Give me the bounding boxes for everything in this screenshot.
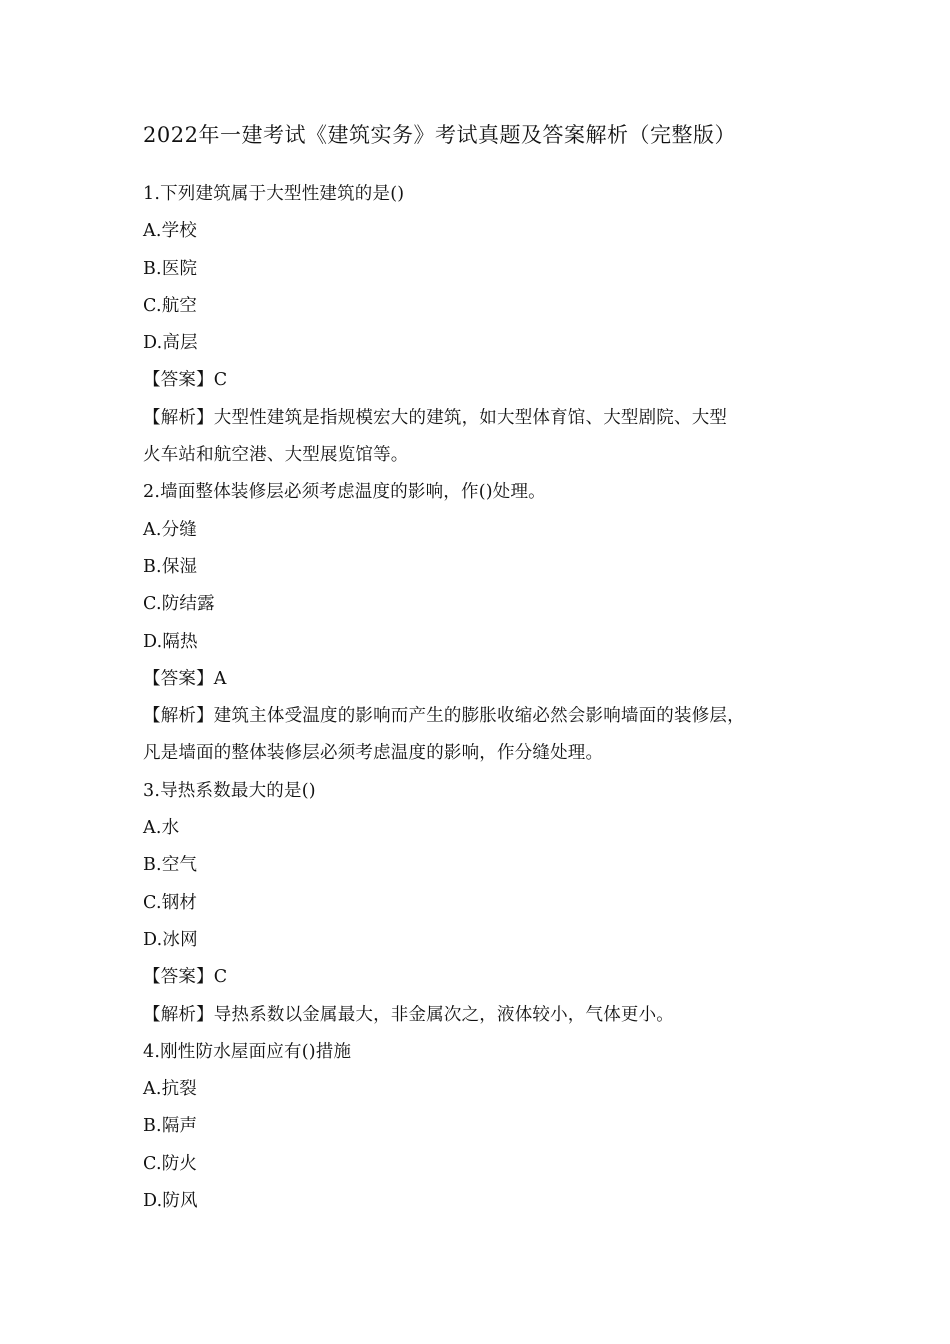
analysis-line: 火车站和航空港、大型展览馆等。 <box>143 445 409 466</box>
question-block <box>143 1034 813 1220</box>
option-d: D.冰网 <box>143 929 198 950</box>
option-b: B.隔声 <box>143 1116 198 1137</box>
question-block <box>143 474 813 772</box>
option-d: D.防风 <box>143 1191 198 1212</box>
option-b: B.保湿 <box>143 556 198 577</box>
option-d: D.高层 <box>143 333 198 354</box>
analysis-line: 【解析】建筑主体受温度的影响而产生的膨胀收缩必然会影响墙面的装修层， <box>143 706 745 727</box>
option-a: A.抗裂 <box>143 1079 198 1100</box>
option-c: C.钢材 <box>143 892 198 913</box>
option-c: C.防火 <box>143 1153 198 1174</box>
analysis-line: 凡是墙面的整体装修层必须考虑温度的影响，作分缝处理。 <box>143 743 604 764</box>
question-block <box>143 176 813 474</box>
option-d: D.隔热 <box>143 631 198 652</box>
question-text: 3.导热系数最大的是() <box>143 780 316 801</box>
document-title: 2022年一建考试《建筑实务》考试真题及答案解析（完整版） <box>143 123 736 147</box>
option-c: C.航空 <box>143 295 198 316</box>
option-a: A.水 <box>143 818 180 839</box>
question-text: 1.下列建筑属于大型性建筑的是() <box>143 184 405 204</box>
analysis-line: 【解析】大型性建筑是指规模宏大的建筑，如大型体育馆、大型剧院、大型 <box>143 407 728 428</box>
option-a: A.分缝 <box>143 519 198 540</box>
question-text: 4.刚性防水屋面应有()措施 <box>143 1041 352 1062</box>
option-b: B.空气 <box>143 855 198 876</box>
answer-text: 【答案】C <box>143 967 228 988</box>
analysis-line: 【解析】导热系数以金属最大，非金属次之，液体较小，气体更小。 <box>143 1004 674 1025</box>
question-block <box>143 773 813 1034</box>
option-c: C.防结露 <box>143 594 215 615</box>
answer-text: 【答案】C <box>143 370 228 391</box>
option-b: B.医院 <box>143 258 198 279</box>
option-a: A.学校 <box>143 221 198 242</box>
question-text: 2.墙面整体装修层必须考虑温度的影响，作()处理。 <box>143 482 546 503</box>
question-list <box>143 176 813 1220</box>
answer-text: 【答案】A <box>143 668 227 689</box>
